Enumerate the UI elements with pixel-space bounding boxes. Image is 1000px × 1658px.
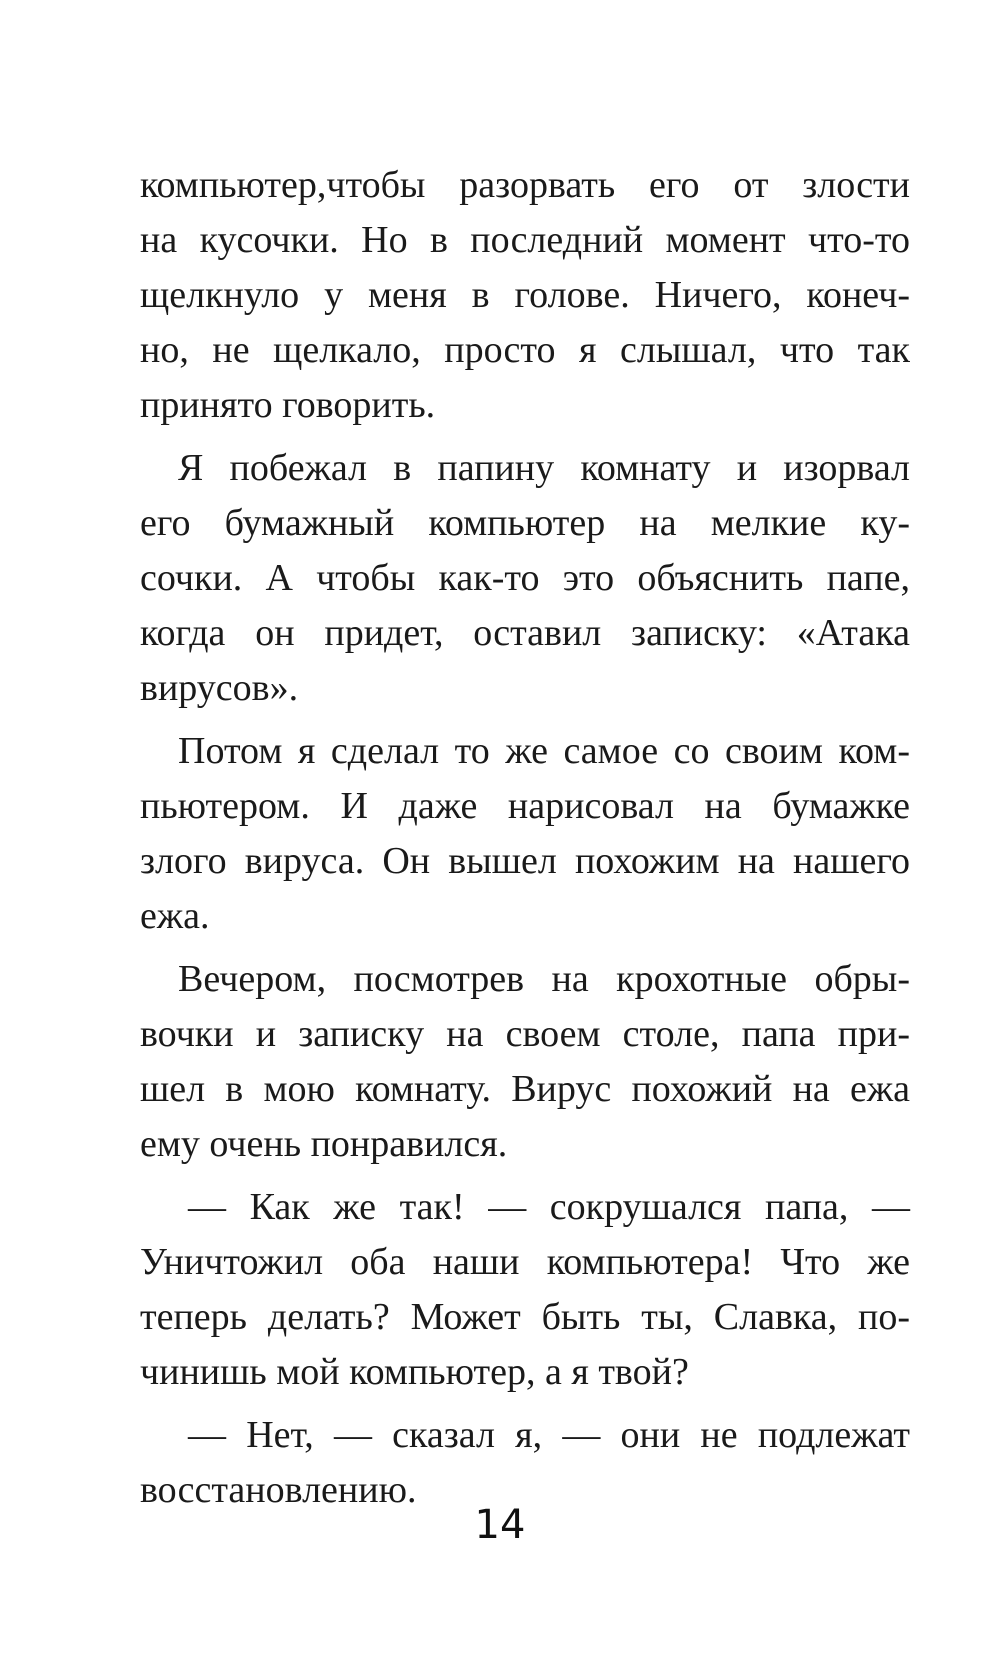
text-line: вочки и записку на своем столе, папа при- [140,1013,910,1055]
text-line: Вечером, посмотрев на крохотные обры- [178,958,910,1000]
text-line: щелкнуло у меня в голове. Ничего, конеч- [140,274,910,316]
text-line: принято говорить. [140,384,436,426]
text-line: Я побежал в папину комнату и изорвал [178,447,910,489]
text-line: восстановлению. [140,1469,417,1511]
text-line: компьютер,чтобы разорвать его от злости [140,164,910,206]
text-line: ему очень понравился. [140,1123,508,1165]
text-line: сочки. А чтобы как-то это объяснить папе, [140,557,910,599]
text-line: на кусочки. Но в последний момент что-то [140,219,910,261]
text-line: но, не щелкало, просто я слышал, что так [140,329,910,371]
text-line: Уничтожил оба наши компьютера! Что же [140,1241,910,1283]
text-line: его бумажный компьютер на мелкие ку- [140,502,910,544]
text-line: — Как же так! — сокрушался папа, — [188,1186,910,1228]
text-line: злого вируса. Он вышел похожим на нашего [140,840,910,882]
text-line: Потом я сделал то же самое со своим ком- [178,730,910,772]
text-line: чинишь мой компьютер, а я твой? [140,1351,689,1393]
text-line: шел в мою комнату. Вирус похожий на ежа [140,1068,910,1110]
text-line: ежа. [140,895,210,937]
text-line: теперь делать? Может быть ты, Славка, по- [140,1296,910,1338]
page-number: 14 [474,1502,526,1548]
text-line: когда он придет, оставил записку: «Атака [140,612,910,654]
text-line: вирусов». [140,667,299,709]
text-line: — Нет, — сказал я, — они не подлежат [188,1414,910,1456]
body-text [140,158,910,1518]
text-line: пьютером. И даже нарисовал на бумажке [140,785,910,827]
